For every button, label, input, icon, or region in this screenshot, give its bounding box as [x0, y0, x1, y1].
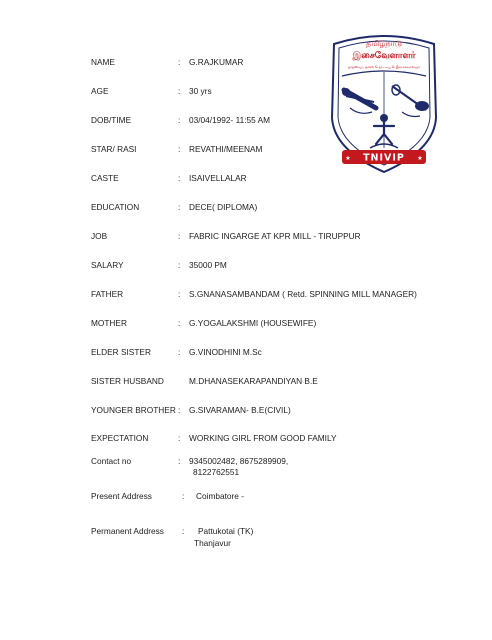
field-value: M.DHANASEKARAPANDIYAN B.E	[189, 376, 318, 386]
logo-banner: TNIVIP	[363, 152, 405, 164]
permanent-address-row-continued	[0, 537, 492, 551]
field-value: G.VINODHINI M.Sc	[189, 347, 262, 357]
permanent-address-line1: Pattukotai (TK)	[198, 526, 254, 536]
contact-row: Contact no : 9345002482, 8675289909,	[91, 456, 289, 466]
logo-subtitle: இசைவேளாளர்	[352, 51, 416, 61]
field-value: FABRIC INGARGE AT KPR MILL - TIRUPPUR	[189, 231, 361, 241]
field-value: 03/04/1992- 11:55 AM	[189, 115, 271, 125]
field-row-sister-husband	[0, 375, 492, 389]
field-value: DECE( DIPLOMA)	[189, 202, 258, 212]
logo-title: தமிழ்நாடு	[366, 39, 402, 48]
tnivip-logo	[320, 26, 448, 180]
field-row-younger-brother: YOUNGER BROTHER : G.SIVARAMAN- B.E(CIVIL)	[91, 405, 291, 415]
field-value: G.RAJKUMAR	[189, 57, 244, 67]
star-icon: ★	[417, 156, 423, 162]
field-label: EDUCATION	[91, 202, 140, 212]
field-value: G.SIVARAMAN- B.E(CIVIL)	[189, 405, 291, 415]
field-label: FATHER	[91, 289, 124, 299]
contact-numbers-line2: 8122762551	[193, 467, 240, 477]
field-value: REVATHI/MEENAM	[189, 144, 263, 154]
field-row-expectation: EXPECTATION : WORKING GIRL FROM GOOD FAMILY	[91, 433, 337, 443]
field-label: EXPECTATION	[91, 433, 149, 443]
field-row-job: JOB : FABRIC INGARGE AT KPR MILL - TIRUPPUR	[91, 231, 361, 241]
field-label: JOB	[91, 231, 108, 241]
field-label: STAR/ RASI	[91, 144, 137, 154]
contact-numbers: 9345002482, 8675289909,	[189, 456, 289, 466]
field-row-caste: CASTE : ISAIVELLALAR	[91, 173, 247, 183]
field-row-name: NAME : G.RAJKUMAR	[91, 57, 244, 67]
field-row-mother: MOTHER : G.YOGALAKSHMI (HOUSEWIFE)	[91, 318, 317, 328]
field-value: ISAIVELLALAR	[189, 173, 247, 183]
field-row-father: FATHER : S.GNANASAMBANDAM ( Retd. SPINNING MILL MANAGER)	[91, 289, 417, 299]
permanent-address-row: Permanent Address : Pattukotai (TK)	[91, 526, 254, 536]
field-row-elder-sister: ELDER SISTER : G.VINODHINI M.Sc	[91, 347, 262, 357]
field-row-star: STAR/ RASI : REVATHI/MEENAM	[91, 144, 263, 154]
field-value: 30 yrs	[189, 86, 212, 96]
logo-tagline: நாதஸ்வர, தவில் & நாட்டிய & இசைக்கலைஞர்	[348, 65, 420, 69]
field-value: WORKING GIRL FROM GOOD FAMILY	[189, 433, 337, 443]
field-label: MOTHER	[91, 318, 127, 328]
field-row-education: EDUCATION : DECE( DIPLOMA)	[91, 202, 258, 212]
field-row-age: AGE : 30 yrs	[91, 86, 212, 96]
present-address-label: Present Address	[91, 491, 152, 501]
field-label: NAME	[91, 57, 115, 67]
field-value: S.GNANASAMBANDAM ( Retd. SPINNING MILL MANAGER)	[189, 289, 417, 299]
permanent-address-label: Permanent Address	[91, 526, 164, 536]
star-icon: ★	[345, 156, 351, 162]
field-value: 35000 PM	[189, 260, 227, 270]
field-row-salary: SALARY : 35000 PM	[91, 260, 227, 270]
field-label: SALARY	[91, 260, 124, 270]
field-label: ELDER SISTER	[91, 347, 151, 357]
field-label: DOB/TIME	[91, 115, 132, 125]
field-label: AGE	[91, 86, 109, 96]
field-label: CASTE	[91, 173, 119, 183]
contact-label: Contact no	[91, 456, 132, 466]
field-value: G.YOGALAKSHMI (HOUSEWIFE)	[189, 318, 317, 328]
field-row-dob: DOB/TIME : 03/04/1992- 11:55 AM	[91, 115, 271, 125]
present-address-row: Present Address : Coimbatore -	[91, 491, 244, 501]
field-label: YOUNGER BROTHER	[91, 405, 176, 415]
present-address-value: Coimbatore -	[196, 491, 244, 501]
contact-row-continued	[0, 466, 492, 480]
permanent-address-line2: Thanjavur	[194, 538, 231, 548]
field-label: SISTER HUSBAND	[91, 376, 164, 386]
